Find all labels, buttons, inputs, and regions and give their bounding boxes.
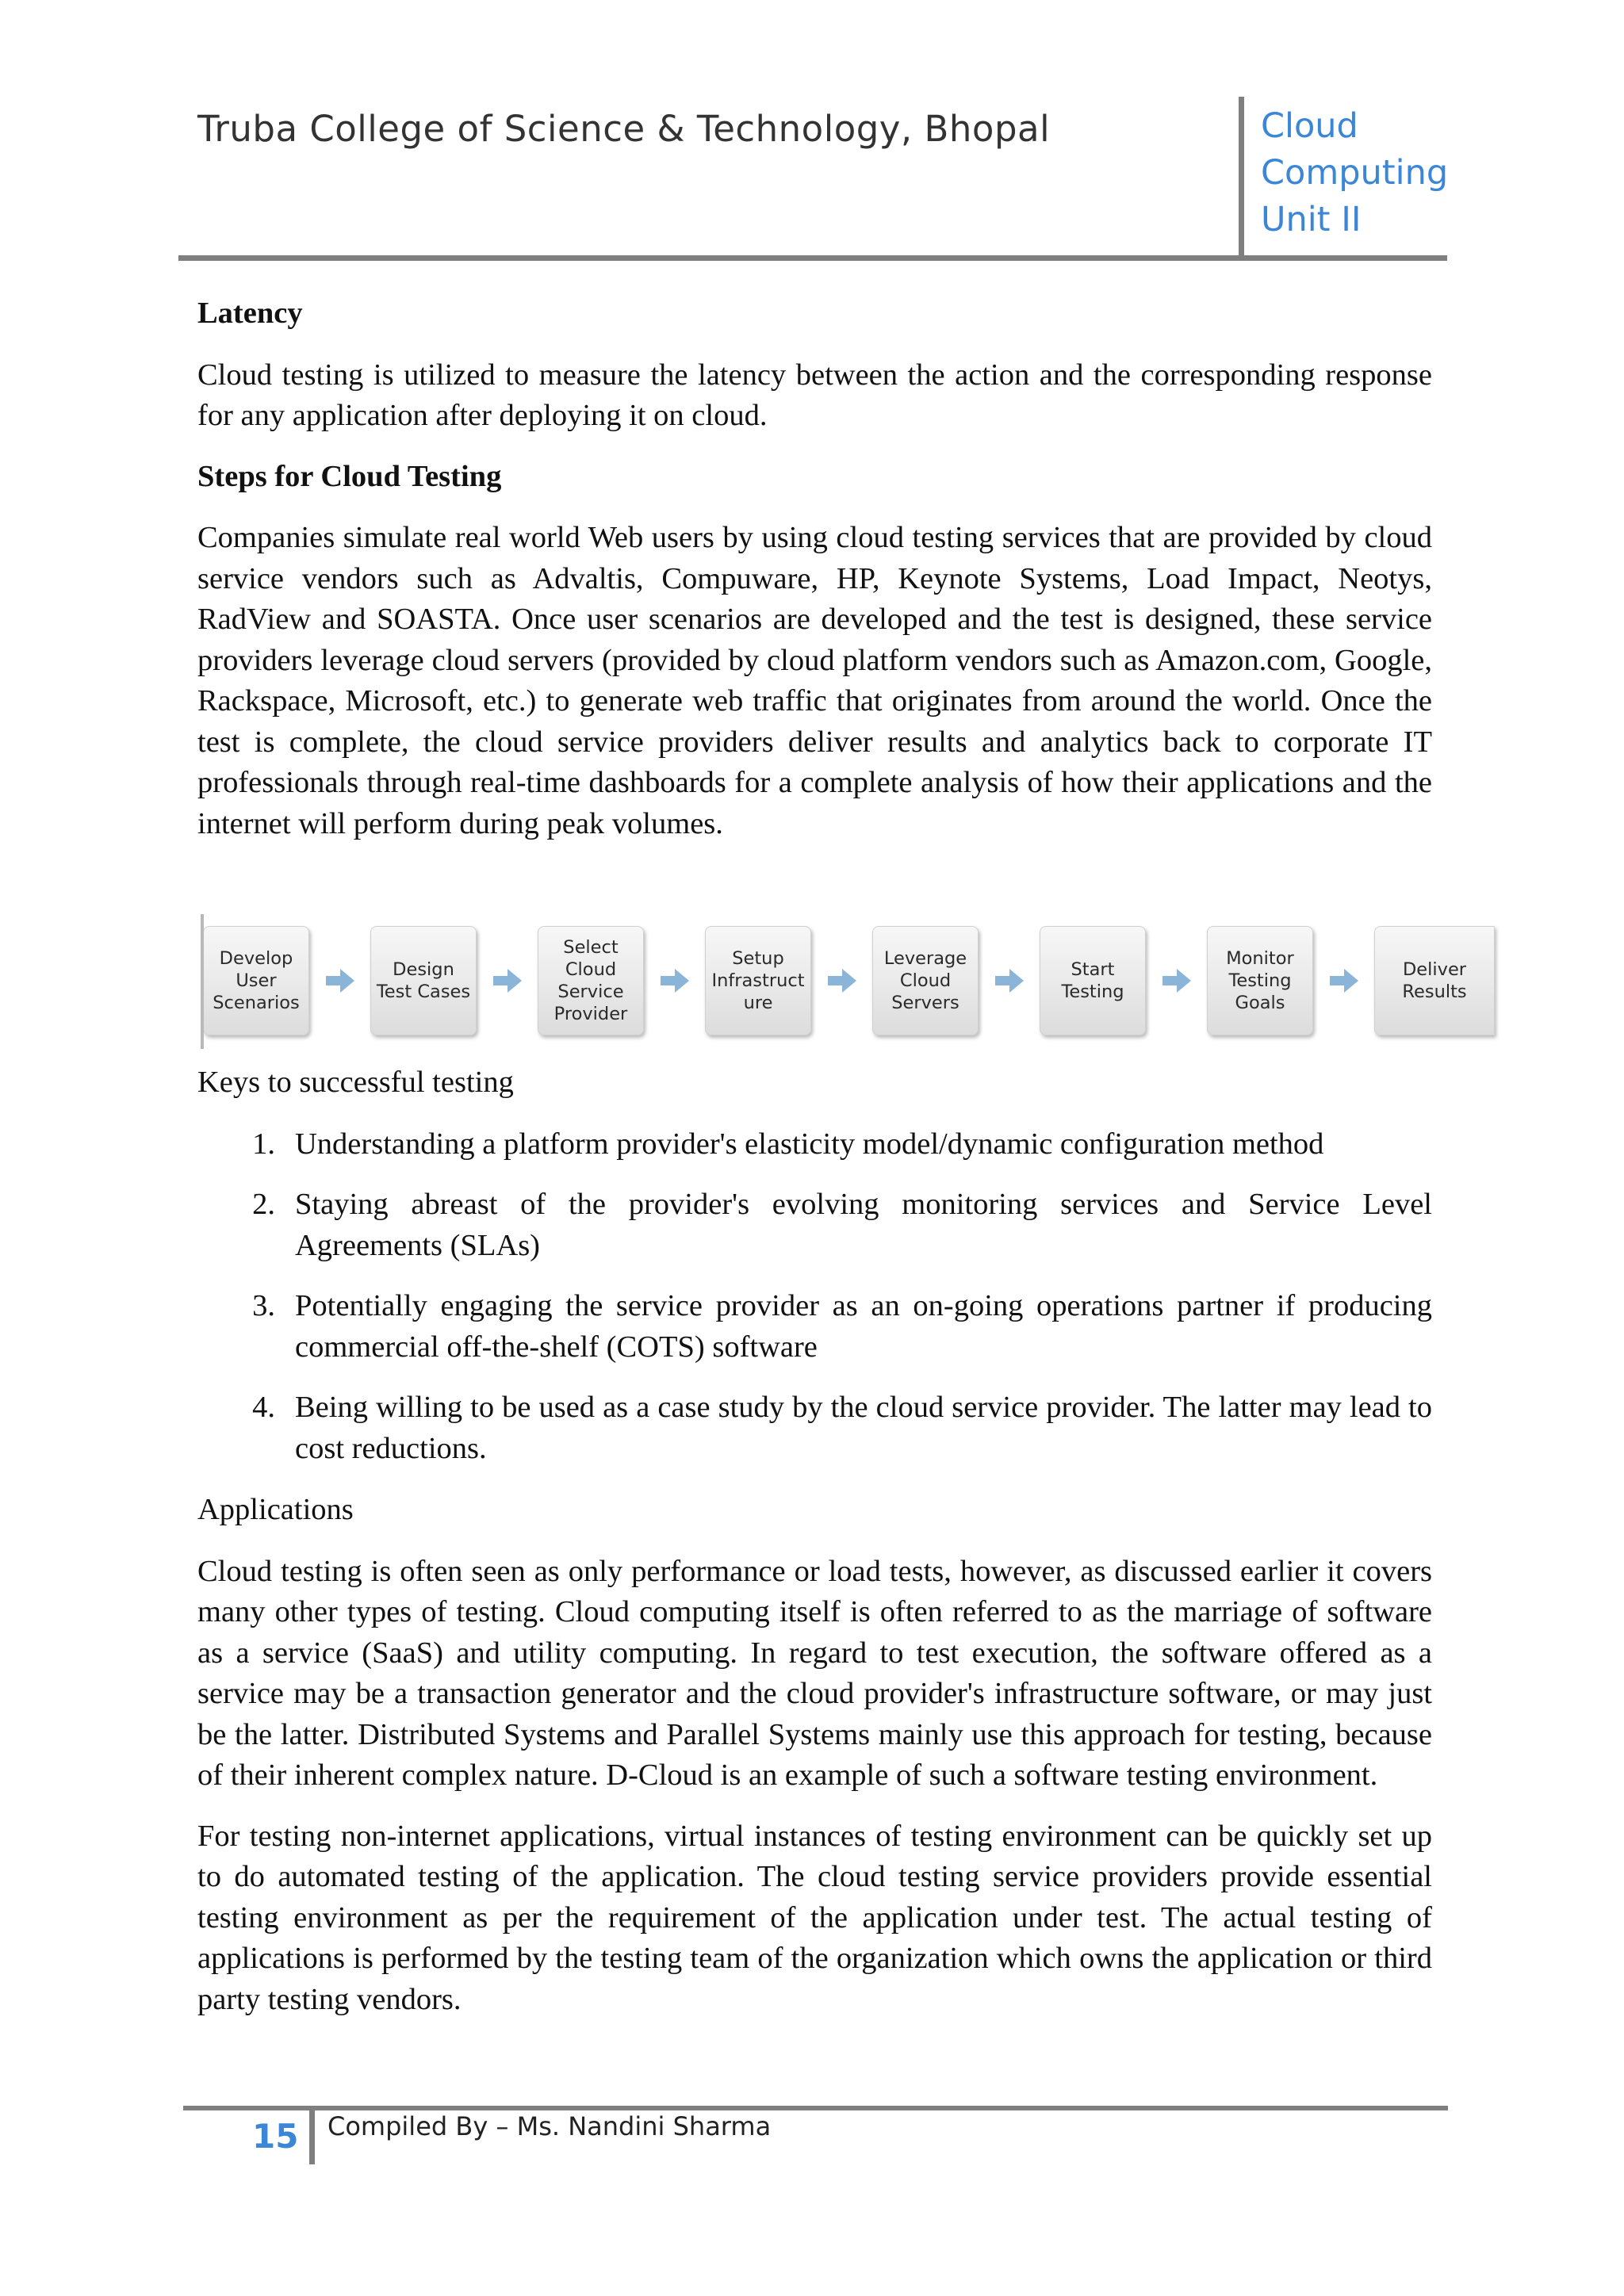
flow-step: Deliver Results	[1374, 926, 1495, 1035]
applications-paragraph-1: Cloud testing is often seen as only performance or load tests, however, as discussed earlier it covers many other types of testing. Cloud computing itself is often referred to as the marriage of software as a service (SaaS) and utility computing. In regard to test execution, the software offered as a service may be a transaction generator and the cloud provider's infrastructure software, or may just be the latter. Distributed Systems and Parallel Systems mainly use this approach for testing, because of their inherent complex nature. D-Cloud is an example of such a software testing environment.	[197, 1554, 1432, 1792]
flow-step: Start Testing	[1040, 926, 1146, 1035]
page-content	[197, 293, 1432, 2040]
flow-step: Monitor Testing Goals	[1207, 926, 1313, 1035]
right-arrow-icon	[644, 969, 705, 993]
steps-paragraph: Companies simulate real world Web users by using cloud testing services that are provided by cloud service vendors such as Advaltis, Compuware, HP, Keynote Systems, Load Impact, Neotys, RadView and SOASTA. Once user scenarios are developed and the test is designed, these service providers leverage cloud servers (provided by cloud platform vendors such as Amazon.com, Google, Rackspace, Microsoft, etc.) to generate web traffic that originates from around the world. Once the test is complete, the cloud service providers deliver results and analytics back to corporate IT professionals through real-time dashboards for a complete analysis of how their applications and the internet will perform during peak volumes.	[197, 521, 1432, 840]
right-arrow-icon	[811, 969, 872, 993]
header-college-name: Truba College of Science & Technology, Bhopal	[197, 108, 1051, 150]
header-rule	[178, 255, 1447, 261]
cloud-testing-flow-diagram	[203, 913, 1505, 1049]
flow-step: Design Test Cases	[370, 926, 477, 1035]
header-subject	[1261, 103, 1448, 243]
list-item-number: 4.	[252, 1391, 275, 1424]
keys-list	[197, 1124, 1432, 1470]
header-divider	[1239, 97, 1244, 258]
page-number: 15	[252, 2117, 299, 2156]
right-arrow-icon	[477, 969, 538, 993]
footer-rule	[183, 2106, 1448, 2110]
keys-heading: Keys to successful testing	[197, 1066, 514, 1099]
right-arrow-icon	[1146, 969, 1207, 993]
list-item-text: Understanding a platform provider's elasticity model/dynamic configuration method	[295, 1127, 1324, 1161]
list-item	[197, 1184, 1432, 1266]
flow-left-edge	[201, 914, 204, 1049]
list-item-text: Being willing to be used as a case study by the cloud service provider. The latter may lead to cost reductions.	[295, 1391, 1432, 1465]
header-subject-line: Unit II	[1261, 200, 1362, 239]
list-item-number: 3.	[252, 1289, 275, 1322]
list-item-number: 2.	[252, 1188, 275, 1221]
right-arrow-icon	[1313, 969, 1374, 993]
flow-step: Develop User Scenarios	[203, 926, 309, 1035]
right-arrow-icon	[979, 969, 1040, 993]
list-item	[197, 1124, 1432, 1165]
footer-divider	[309, 2109, 315, 2164]
flow-step: Select Cloud Service Provider	[538, 926, 644, 1035]
header-subject-line: Computing	[1261, 153, 1449, 193]
latency-heading: Latency	[197, 297, 303, 330]
applications-paragraph-2: For testing non-internet applications, virtual instances of testing environment can be quickly set up to do automated testing of the application. The cloud testing service providers provide essential testing environment as per the requirement of the application under test. The actual testing of applications is performed by the testing team of the organization which owns the application or third party testing vendors.	[197, 1819, 1432, 2016]
steps-heading: Steps for Cloud Testing	[197, 459, 502, 493]
flow-step: Setup Infrastruct ure	[705, 926, 811, 1035]
right-arrow-icon	[309, 969, 370, 993]
list-item-text: Potentially engaging the service provider as an on-going operations partner if producing commercial off-the-shelf (COTS) software	[295, 1289, 1432, 1364]
list-item-number: 1.	[252, 1127, 275, 1161]
latency-paragraph: Cloud testing is utilized to measure the latency between the action and the corresponding response for any application after deploying it on cloud.	[197, 358, 1432, 432]
list-item	[197, 1286, 1432, 1368]
header-subject-line: Cloud	[1261, 106, 1358, 146]
compiled-by: Compiled By – Ms. Nandini Sharma	[327, 2111, 772, 2141]
list-item	[197, 1387, 1432, 1469]
flow-step: Leverage Cloud Servers	[872, 926, 979, 1035]
list-item-text: Staying abreast of the provider's evolving monitoring services and Service Level Agreements (SLAs)	[295, 1188, 1432, 1262]
applications-heading: Applications	[197, 1493, 354, 1526]
